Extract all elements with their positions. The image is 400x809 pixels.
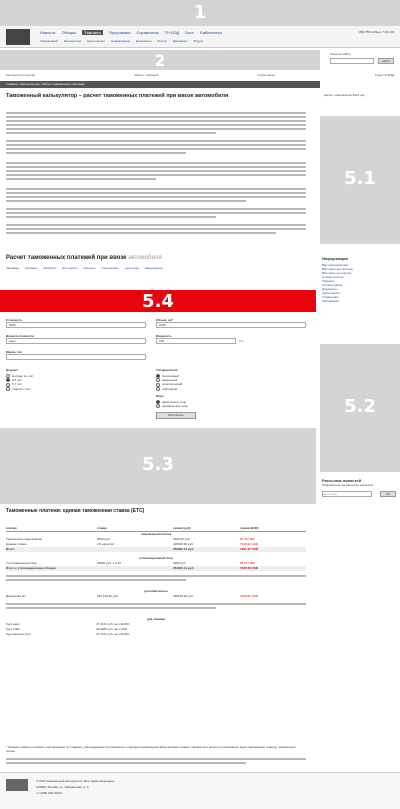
top-banner-zone bbox=[0, 0, 400, 26]
zone-label-5-1: 5.1 bbox=[344, 168, 376, 189]
engine-option[interactable]: гибридный bbox=[156, 387, 306, 391]
calc-title-accent: автомобиля bbox=[128, 255, 162, 261]
page-title: Таможенный калькулятор – расчет таможенных платежей при ввозе автомобиля bbox=[6, 93, 229, 99]
nav-item[interactable]: Новости bbox=[40, 30, 56, 35]
age-label: Возраст bbox=[6, 368, 19, 372]
footer-copyright: © 2012 Таможенный калькулятор. Все права защищены. bbox=[36, 779, 116, 783]
site-logo[interactable] bbox=[6, 29, 30, 45]
sidebar-link[interactable]: Растаможка bbox=[322, 299, 339, 303]
sidebar-top-link[interactable]: расчет платежей на 2012 год bbox=[324, 93, 365, 97]
subnav-item[interactable]: Декларант bbox=[172, 39, 188, 43]
quicklinks-bar bbox=[6, 73, 394, 77]
person-label: Лицо bbox=[156, 393, 164, 398]
header-phone: 800 755 22 Был 7 (2) 100 bbox=[359, 30, 394, 34]
age-option[interactable]: 3-5 лет bbox=[6, 378, 146, 382]
currency-label: Валюта стоимости bbox=[6, 334, 34, 338]
calc-title bbox=[6, 255, 162, 261]
subnav-item[interactable]: Документы bbox=[136, 39, 152, 43]
intro-text-6 bbox=[6, 224, 306, 236]
footnote-lines bbox=[6, 758, 306, 766]
nav-item[interactable]: Справочник bbox=[136, 30, 159, 35]
table-row: Таможенное оформление 2000 руб. 2000.00 руб. 51.45 USD bbox=[6, 537, 255, 541]
power-label: Мощность bbox=[156, 334, 172, 338]
sidebar-link[interactable]: Справочник bbox=[322, 295, 339, 299]
nav-item[interactable]: Обзоры bbox=[61, 30, 77, 35]
table-row-total: Итого с утилизационным сбором 253945.14 руб. 7467.66 USD bbox=[6, 566, 306, 571]
sub-nav bbox=[40, 39, 208, 43]
intro-text-4 bbox=[6, 188, 306, 204]
result-section: утилизационный сбор bbox=[139, 556, 173, 560]
sidebar-link[interactable]: Ввоз авто для физлиц bbox=[322, 267, 354, 271]
tab-vehicle[interactable]: снегоходы bbox=[124, 266, 139, 270]
engine-option[interactable]: дизельный bbox=[156, 378, 306, 382]
power-input[interactable]: 150 bbox=[156, 338, 236, 344]
email-input[interactable]: ваш email bbox=[322, 491, 372, 497]
tab-vehicle[interactable]: мотоциклы bbox=[62, 266, 78, 270]
footnote: * Указаны суммы платежей, рассчитанные по ставкам, утвержденным Соглашением о порядке перемещения физическими лицами товаров для личного пользования через таможенную границу таможенного союза. bbox=[6, 745, 296, 753]
age-option[interactable]: моложе 3-х лет bbox=[6, 374, 146, 378]
table-row-total: Итого 250945.14 руб. 7321.47 USD bbox=[6, 547, 306, 552]
sidebar-link[interactable]: Ставки пошлин bbox=[322, 275, 344, 279]
breadcrumb-bar bbox=[0, 81, 320, 88]
table-row: Курс USD 34.0065 руб. за 1 USD bbox=[6, 627, 127, 631]
volume-input[interactable]: 2000 bbox=[156, 322, 306, 328]
person-option[interactable]: физическое лицо bbox=[156, 400, 306, 404]
subnav-item[interactable]: Реестр bbox=[157, 39, 168, 43]
power-unit: л.с. bbox=[239, 339, 244, 343]
tab-vehicle[interactable]: спецтехника bbox=[101, 266, 119, 270]
intro-text-3 bbox=[6, 162, 306, 182]
search-button[interactable]: найти bbox=[378, 58, 394, 64]
quicklink[interactable]: Расчет платежей bbox=[134, 73, 159, 77]
cost-label: Стоимость bbox=[6, 318, 23, 322]
zone-label-5-2: 5.2 bbox=[344, 396, 376, 417]
result-section: дополнительно bbox=[144, 589, 168, 593]
subnav-item[interactable]: Форум bbox=[193, 39, 203, 43]
search-label: поиск по сайту bbox=[330, 52, 351, 56]
vehicle-tabs bbox=[6, 266, 316, 270]
result-header: платеж ставка сумма (руб) сумма (EUR) bbox=[6, 526, 306, 532]
sidebar-info bbox=[322, 256, 396, 303]
person-option[interactable]: юридическое лицо bbox=[156, 404, 306, 408]
brand-input[interactable] bbox=[6, 354, 146, 360]
sidebar-ad-zone-5-2 bbox=[320, 344, 400, 472]
tab-vehicle[interactable]: автобусы bbox=[43, 266, 57, 270]
quicklink[interactable]: Калькулятор пошлин bbox=[6, 73, 36, 77]
site-footer bbox=[0, 772, 400, 809]
sidebar-info-title: Информация bbox=[322, 256, 348, 261]
zone-label-5-3: 5.3 bbox=[142, 454, 174, 475]
zone-label-1: 1 bbox=[193, 2, 207, 23]
currency-select[interactable]: евро bbox=[6, 338, 146, 344]
cost-input[interactable]: 5000 bbox=[6, 322, 146, 328]
site-header bbox=[0, 26, 400, 48]
newsletter-text: Подпишитесь на рассылку новостей bbox=[322, 483, 373, 487]
nav-item[interactable]: Программы bbox=[108, 30, 131, 35]
sidebar-link[interactable]: Ввоз автомобилей bbox=[322, 263, 348, 267]
sidebar-link[interactable]: Документы bbox=[322, 287, 338, 291]
calculator-ad-zone-5-4 bbox=[0, 290, 316, 312]
table-row: Курс евро 47.3121 руб. за 1 EURO bbox=[6, 622, 130, 626]
table-row: Дилерская (2) 263 143.20 руб. 258148.20 руб. 7648.84 USD bbox=[6, 594, 259, 598]
volume-label: Объем, см³ bbox=[156, 318, 173, 322]
footer-phone: +7 (495) 000-00-00 bbox=[36, 791, 62, 795]
sidebar-link[interactable]: Ввоз авто для юрлиц bbox=[322, 271, 352, 275]
zone-label-2: 2 bbox=[154, 51, 166, 70]
tab-vehicle[interactable]: квадроциклы bbox=[144, 266, 164, 270]
age-option[interactable]: старше 7 лет bbox=[6, 387, 146, 391]
footer-address: 129000, Москва, ул. Таможенная, д. 5 bbox=[36, 785, 89, 789]
tab-vehicle[interactable]: прицепы bbox=[83, 266, 96, 270]
calc-button[interactable]: Рассчитать bbox=[156, 412, 196, 419]
zone-label-5-4: 5.4 bbox=[142, 291, 174, 312]
newsletter-box bbox=[322, 478, 396, 497]
tab-vehicle[interactable]: легковые bbox=[6, 266, 19, 270]
result-title: Таможенные платежи: единая таможенная ставка (ЕТС) bbox=[6, 508, 145, 514]
nav-item[interactable]: Библиотека bbox=[200, 30, 222, 35]
result-section: для справки bbox=[146, 617, 166, 621]
engine-option[interactable]: бензиновый bbox=[156, 374, 306, 378]
table-row: Курс валюты сост. 47.3121 руб. за 1 EURO bbox=[6, 632, 130, 636]
subnav-item[interactable]: Калькулятор bbox=[63, 39, 82, 43]
sidebar-ad-zone-5-1 bbox=[320, 116, 400, 244]
result-section: таможенный платеж bbox=[140, 532, 172, 536]
intro-text-5 bbox=[6, 208, 306, 220]
search-box bbox=[330, 52, 394, 64]
calc-title-text: Расчет таможенных платежей при ввозе bbox=[6, 255, 127, 261]
subscribe-button[interactable]: ОК bbox=[380, 491, 396, 497]
footer-logo bbox=[6, 779, 28, 791]
calc-form bbox=[6, 318, 306, 419]
table-row: Утилизационный сбор 20000 руб. х 0.15 3000 руб. 96.51 USD bbox=[6, 561, 255, 565]
tab-vehicle[interactable]: грузовые bbox=[24, 266, 38, 270]
content-ad-zone-5-3 bbox=[0, 428, 316, 504]
result-table bbox=[6, 526, 306, 637]
quicklink[interactable]: Курсы валют bbox=[257, 73, 276, 77]
engine-label: Тип двигателя bbox=[156, 368, 178, 372]
ad-banner-zone-2 bbox=[0, 50, 320, 70]
result-note bbox=[6, 575, 306, 581]
nav-item[interactable]: ТН ВЭД bbox=[164, 30, 180, 35]
subnav-item[interactable]: Таможенный bbox=[40, 39, 58, 43]
intro-text-2 bbox=[6, 140, 306, 156]
subnav-item[interactable]: Нормативные bbox=[110, 39, 131, 43]
sidebar-link[interactable]: Таможня bbox=[322, 279, 335, 283]
nav-item-active[interactable]: Таможня bbox=[84, 30, 101, 35]
subnav-item[interactable]: Курсы валют bbox=[87, 39, 106, 43]
engine-option[interactable]: электрический bbox=[156, 382, 306, 386]
table-row: Единая ставка 2.5 евро/см³ 228945.90 руб. 7316.02 USD bbox=[6, 542, 259, 546]
sidebar-link[interactable]: Курсы валют bbox=[322, 291, 340, 295]
result-note-2 bbox=[6, 603, 306, 609]
intro-text bbox=[6, 112, 306, 136]
nav-item[interactable]: Блог bbox=[185, 30, 194, 35]
age-option[interactable]: 5-7 лет bbox=[6, 382, 146, 386]
sidebar-link[interactable]: Условия ввоза bbox=[322, 283, 343, 287]
brand-label: Марка, тип bbox=[6, 350, 22, 354]
newsletter-title: Рассылка новостей bbox=[322, 478, 362, 483]
search-input[interactable] bbox=[330, 58, 374, 64]
breadcrumb[interactable]: Главная › Калькуляторы › Расчет таможенных платежей bbox=[6, 82, 85, 86]
main-nav bbox=[40, 30, 227, 35]
quicklink[interactable]: Коды ТН ВЭД bbox=[374, 73, 394, 77]
